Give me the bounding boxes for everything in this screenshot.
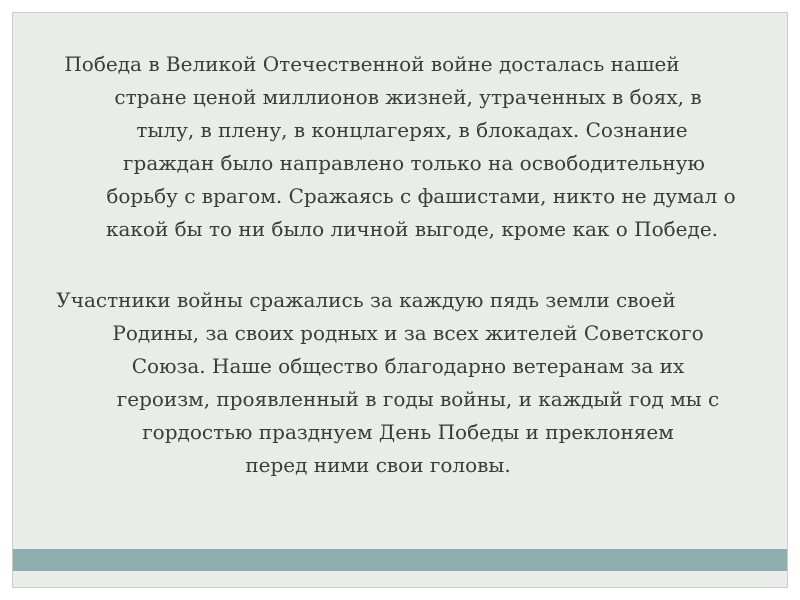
text-line: какой бы то ни было личной выгоде, кроме как о Победе. xyxy=(105,217,719,241)
text-line: граждан было направлено только на освободительную xyxy=(123,151,705,175)
footer-accent-bar xyxy=(13,549,787,571)
text-line: гордостью празднуем День Победы и преклоняем xyxy=(142,420,674,444)
text-line: Победа в Великой Отечественной войне досталась нашей xyxy=(64,52,680,76)
text-line: стране ценой миллионов жизней, утраченных в боях, в xyxy=(114,85,702,109)
text-line: тылу, в плену, в концлагерях, в блокадах. Сознание xyxy=(136,118,688,142)
text-line: Участники войны сражались за каждую пядь земли своей xyxy=(56,288,676,312)
text-line: Родины, за своих родных и за всех жителей Советского xyxy=(112,321,704,345)
text-line: перед ними свои головы. xyxy=(245,453,511,477)
text-line: борьбу с врагом. Сражаясь с фашистами, никто не думал о xyxy=(106,184,736,208)
text-line: Союза. Наше общество благодарно ветеранам за их xyxy=(131,354,685,378)
text-line: героизм, проявленный в годы войны, и каждый год мы с xyxy=(116,387,720,411)
